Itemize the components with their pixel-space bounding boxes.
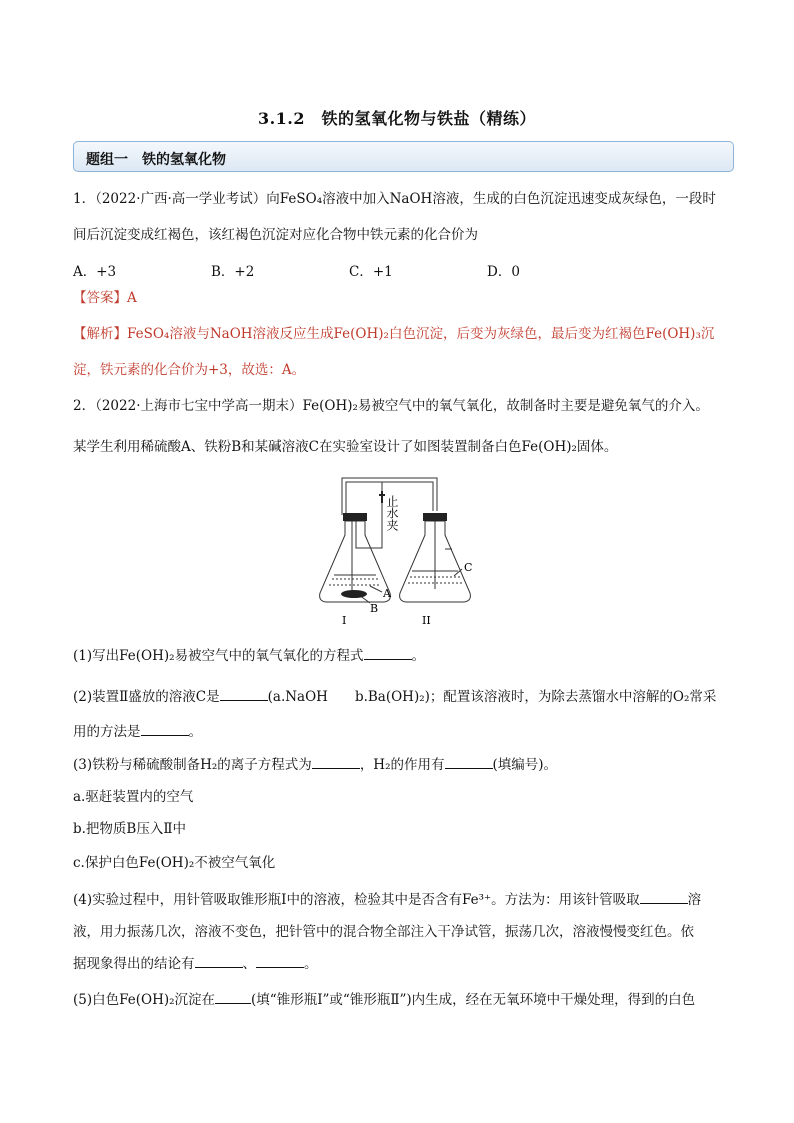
group-header-label: 题组一 铁的氢氧化物 <box>86 152 226 168</box>
q1-option-d: D．0 <box>487 264 520 280</box>
answer-blank[interactable] <box>364 658 412 660</box>
flask-one-label: I <box>342 614 347 627</box>
q1-analysis-line2: 淀，铁元素的化合价为+3，故选：A。 <box>73 362 306 378</box>
q2-intro: 2．（2022·上海市七宝中学高一期末）Fe(OH)₂易被空气中的氧气氧化，故制备时主要是避免氧气的介入。 <box>73 398 709 414</box>
q2-part3-option-b: b.把物质B压入Ⅱ中 <box>73 821 187 837</box>
label-c: C <box>464 561 473 574</box>
answer-blank[interactable] <box>312 767 360 769</box>
q2-part4-line3: 据现象得出的结论有 、 。 <box>73 956 318 972</box>
q2-part4-line1: (4)实验过程中，用针管吸取锥形瓶Ⅰ中的溶液，检验其中是否含有Fe³⁺。方法为：用该针管吸取 溶 <box>73 892 702 908</box>
q2-part3-option-a: a.驱赶装置内的空气 <box>73 789 194 805</box>
q2-part3-option-c: c.保护白色Fe(OH)₂不被空气氧化 <box>73 855 276 871</box>
q2-part2-line2: 用的方法是 。 <box>73 724 202 740</box>
label-a: A <box>383 587 391 600</box>
q2-part4-line2: 液，用力振荡几次，溶液不变色，把针管中的混合物全部注入干净试管，振荡几次，溶液慢慢变红色。依 <box>73 924 694 940</box>
q1-option-a: A．+3 <box>73 264 117 280</box>
answer-blank[interactable] <box>640 902 688 904</box>
q2-part2-line1: (2)装置Ⅱ盛放的溶液C是 (a.NaOH b.Ba(OH)₂)；配置该溶液时，为除去蒸馏水中溶解的O₂常采 <box>73 689 717 705</box>
q2-setup: 某学生利用稀硫酸A、铁粉B和某碱溶液C在实验室设计了如图装置制备白色Fe(OH)₂固体。 <box>73 439 618 455</box>
clamp-label: 止水夹 <box>385 495 399 531</box>
answer-blank[interactable] <box>220 699 268 701</box>
flask-one <box>320 521 391 602</box>
q2-part3: (3)铁粉与稀硫酸制备H₂的离子方程式为 ，H₂的作用有 (填编号)。 <box>73 757 558 773</box>
flask-two-label: II <box>422 614 431 627</box>
q1-stem-line2: 间后沉淀变成红褐色，该红褐色沉淀对应化合物中铁元素的化合价为 <box>73 227 478 243</box>
answer-blank[interactable] <box>195 966 243 968</box>
answer-blank[interactable] <box>141 734 189 736</box>
iron-powder <box>341 590 367 598</box>
q1-answer: 【答案】A <box>73 290 137 306</box>
page-title: 3.1.2 铁的氢氧化物与铁盐（精练） <box>257 109 537 128</box>
stopper-two <box>423 513 447 521</box>
answer-blank[interactable] <box>256 966 304 968</box>
q1-stem-line1: 1．（2022·广西·高一学业考试）向FeSO₄溶液中加入NaOH溶液，生成的白色沉淀迅速变成灰绿色，一段时 <box>73 191 716 207</box>
q2-part5: (5)白色Fe(OH)₂沉淀在 (填“锥形瓶Ⅰ”或“锥形瓶Ⅱ”)内生成，经在无氧环境中干燥处理，得到的白色 <box>73 992 696 1008</box>
answer-blank[interactable] <box>445 767 493 769</box>
q2-part1-text: (1)写出Fe(OH)₂易被空气中的氧气氧化的方程式 <box>73 648 364 664</box>
q1-analysis-line1: 【解析】FeSO₄溶液与NaOH溶液反应生成Fe(OH)₂白色沉淀，后变为灰绿色，最后变为红褐色Fe(OH)₃沉 <box>73 326 715 342</box>
q1-option-b: B．+2 <box>211 264 255 280</box>
q1-option-c: C．+1 <box>349 264 393 280</box>
q2-part1: (1)写出Fe(OH)₂易被空气中的氧气氧化的方程式 。 <box>73 648 426 664</box>
stopper-one <box>343 513 367 521</box>
answer-blank[interactable] <box>215 1002 251 1004</box>
apparatus-figure <box>312 473 492 629</box>
label-b: B <box>370 602 379 615</box>
